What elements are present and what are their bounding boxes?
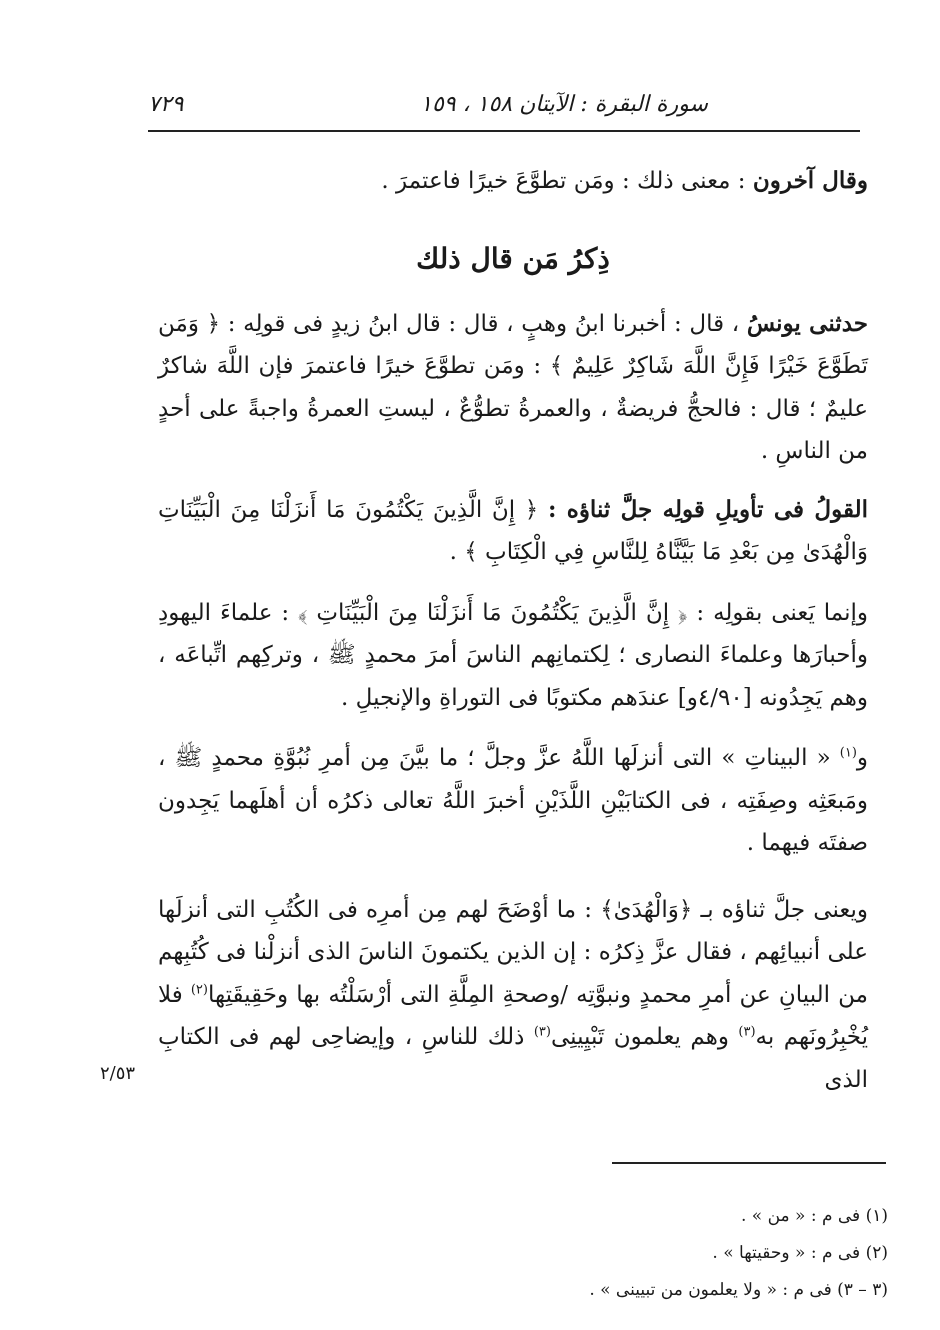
- paragraph-lead: القولُ فى تأويلِ قولِه جلَّ ثناؤه :: [547, 495, 868, 523]
- running-header: [148, 86, 858, 130]
- footnote: (٣ – ٣) فى م : « ولا يعلمون من تبيينى » .: [589, 1280, 888, 1300]
- footnote-marker: (١): [839, 745, 857, 761]
- paragraph-body: ، قال : أخبرنا ابنُ وهبٍ ، قال : قال ابنُ زيدٍ فى قولِه : ﴿ وَمَن تَطَوَّعَ خَيْرًا فَإِنَّ اللَّهَ شَاكِرٌ عَلِيمٌ ﴾ : ومَن تطوَّعَ خيرًا فاعتمرَ فإن اللَّهَ شاكرٌ عليمٌ ؛ قال : فالحجُّ فريضةٌ ، والعمرةُ تطوُّعٌ ، ليستِ العمرةُ واجبةً على أحدٍ من الناسِ .: [158, 310, 868, 464]
- footnote: (٢) فى م : « وحقيتها » .: [712, 1243, 888, 1263]
- paragraph-body: « البيناتِ » التى أنزلَها اللَّهُ عزَّ وجلَّ ؛ ما بيَّنَ مِن أمرِ نُبُوَّةِ محمدٍ ﷺ ، ومَبعَثِه وصِفَتِه ، فى الكتابَيْنِ اللَّذَيْنِ أخبرَ اللَّهُ تعالى ذكرُه أن أهلَهما يَجِدون صفتَه فيهما .: [158, 745, 868, 856]
- page-number: ٧٢٩: [148, 92, 184, 117]
- paragraph-guidance: [158, 889, 868, 1102]
- header-rule: [148, 130, 860, 132]
- paragraph-others-said: [158, 160, 868, 203]
- footnote-marker: (٣): [533, 1024, 551, 1040]
- paragraph-body: وهم يعلمون تَبْيِينِى: [550, 1024, 739, 1050]
- paragraph-body: فلا يُخْبِرُونَهم به: [158, 981, 869, 1050]
- paragraph-narration: [158, 303, 868, 473]
- running-title: سورة البقرة : الآيتان ١٥٨ ، ١٥٩: [420, 92, 708, 117]
- paragraph-lead: حدثنى يونسُ: [746, 309, 868, 337]
- paragraph-lead: وقال آخرون: [752, 167, 868, 194]
- paragraph-body: ذلك للناسِ ، وإيضاحِى لهم فى الكتابِ الذى: [158, 1024, 868, 1093]
- footnote-marker: (٣): [738, 1024, 756, 1040]
- footnote-rule: [612, 1162, 886, 1164]
- paragraph-body: و: [856, 745, 868, 771]
- paragraph-body: ﴿ إِنَّ الَّذِينَ يَكْتُمُونَ مَا أَنزَلْنَا مِنَ الْبَيِّنَاتِ وَالْهُدَىٰ مِن بَعْدِ مَا بَيَّنَّاهُ لِلنَّاسِ فِي الْكِتَابِ ﴾ .: [158, 496, 868, 565]
- paragraph-body: : معنى ذلك : ومَن تطوَّعَ خيرًا فاعتمرَ .: [381, 168, 753, 194]
- paragraph-body: ويعنى جلَّ ثناؤه بـ ﴿وَالْهُدَىٰ﴾ : ما أوْضَحَ لهم مِن أمرِه فى الكُتُبِ التى أنزلَها على أنبيائِهم ، فقال عزَّ ذِكرُه : إن الذين يكتمونَ الناسَ الذى أنزلْنا فى كُتُبِهم من البيانِ عن أمرِ محمدٍ ونبوَّتِه /وصحةِ المِلَّةِ التى أرْسَلْتُه بها وحَقِيقَتِها: [158, 896, 868, 1008]
- footnote-marker: (٢): [190, 981, 208, 997]
- main-text: [158, 160, 868, 1101]
- margin-reference: ٢/٥٣: [100, 1063, 136, 1084]
- paragraph-meaning: وإنما يَعنى بقولِه : ﴿ إِنَّ الَّذِينَ يَكْتُمُونَ مَا أَنزَلْنَا مِنَ الْبَيِّنَاتِ ﴾ : علماءَ اليهودِ وأحبارَها وعلماءَ النصارى ؛ لِكتمانِهم الناسَ أمرَ محمدٍ ﷺ ، وتركِهم اتِّباعَه ، وهم يَجِدُونه [٤/٩٠و] عندَهم مكتوبًا فى التوراةِ والإنجيلِ .: [158, 599, 868, 711]
- paragraph-bayyinat: [158, 737, 868, 865]
- footnote: (١) فى م : « من » .: [740, 1206, 888, 1226]
- section-heading: ذِكرُ مَن قال ذلك: [416, 241, 610, 275]
- paragraph-interpretation-heading: [158, 489, 868, 574]
- footnotes: [300, 1198, 888, 1309]
